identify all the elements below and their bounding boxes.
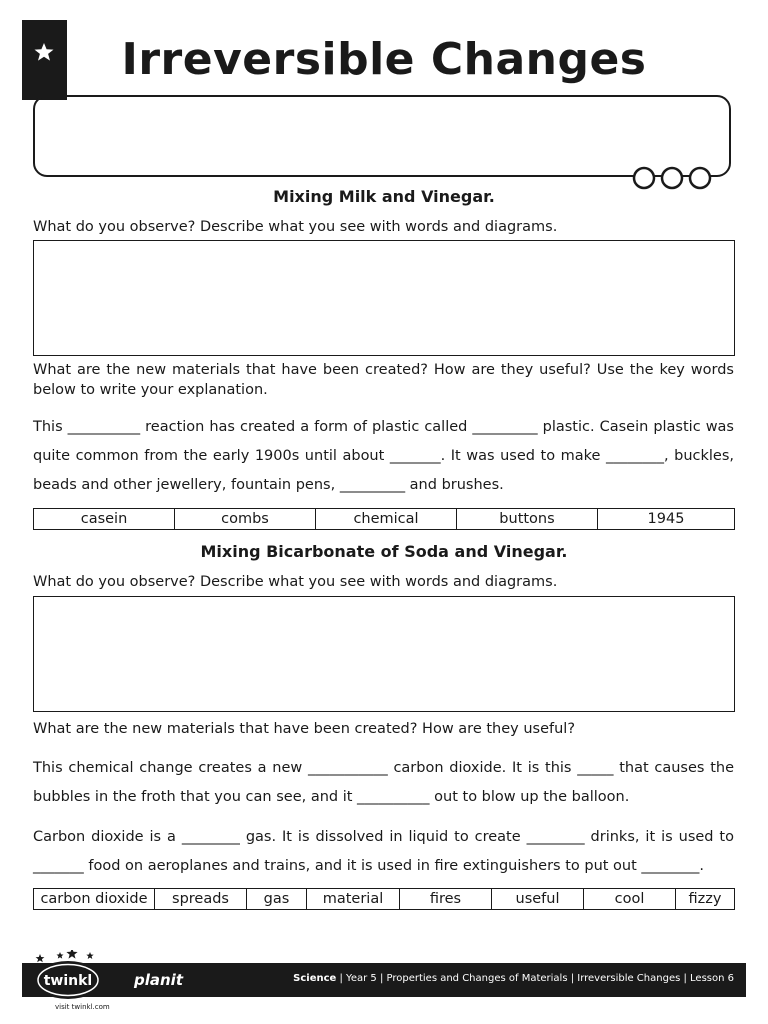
footer-breadcrumb — [293, 973, 734, 984]
keyword-cell: gas — [246, 889, 306, 909]
keyword-cell: buttons — [456, 509, 597, 529]
keyword-cell: cool — [583, 889, 675, 909]
section2-heading: Mixing Bicarbonate of Soda and Vinegar. — [200, 542, 568, 561]
footer-bar — [22, 963, 746, 997]
name-box — [33, 95, 731, 177]
twinkl-wordmark: twinkl — [43, 973, 93, 989]
section2-observation-box[interactable] — [33, 596, 735, 712]
keyword-cell: casein — [80, 511, 128, 527]
twinkl-logo[interactable] — [30, 950, 110, 1004]
keyword-cell: 1945 — [597, 509, 734, 529]
section2-question: What are the new materials that have been created? How are they useful? — [33, 721, 576, 737]
keyword-cell: useful — [491, 889, 583, 909]
visit-link[interactable]: visit twinkl.com — [55, 1003, 110, 1011]
section2-fill-text-2: Carbon dioxide is a ________ gas. It is dissolved in liquid to create ________ drinks, it is used to _______ food on aeroplanes and trains, and it is used in fire extinguishers to put out ________. — [33, 829, 734, 874]
section1-heading: Mixing Milk and Vinegar. — [273, 187, 495, 206]
page-title: Irreversible Changes — [121, 34, 647, 85]
section1-fill-text: This __________ reaction has created a form of plastic called _________ plastic. Casein plastic was quite common from the early 1900s until about _______. It was used to make ________, buckles, beads and other jewellery, fountain pens, _________ and brushes. — [33, 419, 734, 493]
keyword-cell: fires — [399, 889, 491, 909]
keyword-cell: fizzy — [675, 889, 734, 909]
keyword-cell: chemical — [315, 509, 456, 529]
keyword-cell: material — [306, 889, 399, 909]
keyword-cell: combs — [174, 509, 315, 529]
section1-observation-box[interactable] — [33, 240, 735, 356]
section2-keyword-table — [33, 888, 735, 910]
section2-fill-text-1: This chemical change creates a new ___________ carbon dioxide. It is this _____ that causes the bubbles in the froth that you can see, and it __________ out to blow up the balloon. — [33, 760, 734, 805]
keyword-cell: carbon dioxide — [40, 891, 148, 907]
section1-keyword-table — [33, 508, 735, 530]
section1-question: What are the new materials that have been created? How are they useful? Use the key words below to write your explanation. — [33, 362, 734, 398]
planit-label: planit — [134, 971, 183, 989]
section2-observe-prompt: What do you observe? Describe what you see with words and diagrams. — [33, 574, 558, 590]
footer-subject: Science — [293, 973, 337, 984]
footer-details: | Year 5 | Properties and Changes of Materials | Irreversible Changes | Lesson 6 — [336, 973, 734, 984]
keyword-cell: spreads — [154, 889, 246, 909]
section1-observe-prompt: What do you observe? Describe what you see with words and diagrams. — [33, 219, 558, 235]
